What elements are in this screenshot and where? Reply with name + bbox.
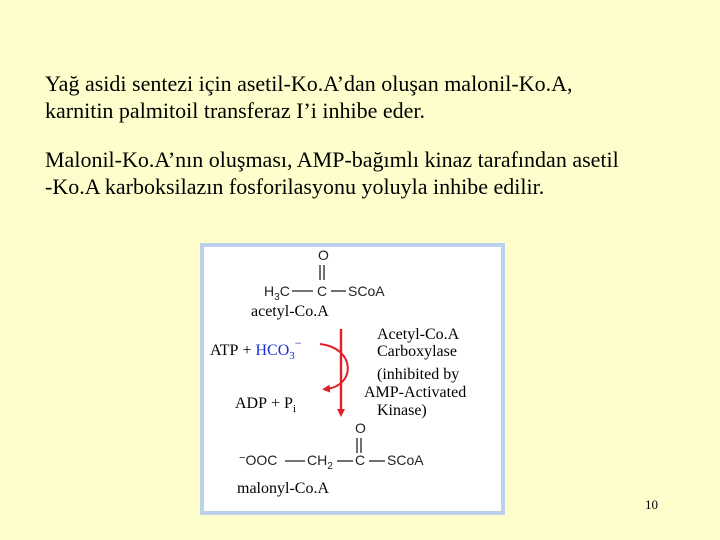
malonyl-ooc: −OOC: [239, 452, 278, 468]
malonyl-scoa: SCoA: [387, 452, 424, 468]
reaction-figure: [200, 243, 505, 515]
paragraph-1-line-1: Yağ asidi sentezi için asetil-Ko.A’dan oluşan malonil-Ko.A,: [45, 71, 573, 96]
products-label: ADP + $P_i$: [235, 395, 297, 415]
paragraph-2: [45, 146, 695, 200]
reactants-label: ATP + $HCO_3^-$: [210, 336, 302, 362]
page-number: 10: [645, 497, 658, 512]
malonyl-ch2: $CH_2$: [307, 452, 333, 472]
paragraph-2-line-1: Malonil-Ko.A’nın oluşması, AMP-bağımlı kinaz tarafından asetil: [45, 147, 619, 172]
reaction-diagram: [204, 247, 501, 511]
enzyme-line-1: Acetyl-Co.A: [377, 326, 460, 343]
acetyl-carbonyl-c: C: [317, 283, 328, 299]
acetyl-coa-label: acetyl-Co.A: [251, 303, 329, 320]
curved-arrow: [320, 344, 348, 389]
enzyme-line-4: AMP-Activated: [364, 384, 467, 401]
acetyl-scoa: SCoA: [348, 283, 385, 299]
malonyl-carbonyl-o: O: [355, 420, 366, 436]
malonyl-coa-label: malonyl-Co.A: [237, 480, 329, 497]
paragraph-2-line-2: -Ko.A karboksilazın fosforilasyonu yoluyla inhibe edilir.: [45, 174, 545, 199]
enzyme-line-5: Kinase): [377, 402, 427, 419]
enzyme-line-3: (inhibited by: [377, 366, 460, 383]
paragraph-1: [45, 70, 695, 124]
malonyl-carbonyl-c: C: [355, 452, 366, 468]
enzyme-line-2: Carboxylase: [377, 343, 457, 360]
acetyl-carbonyl-o: O: [318, 247, 329, 263]
paragraph-1-line-2: karnitin palmitoil transferaz I’i inhibe eder.: [45, 98, 425, 123]
acetyl-h3c: $H_3C$: [264, 283, 290, 303]
